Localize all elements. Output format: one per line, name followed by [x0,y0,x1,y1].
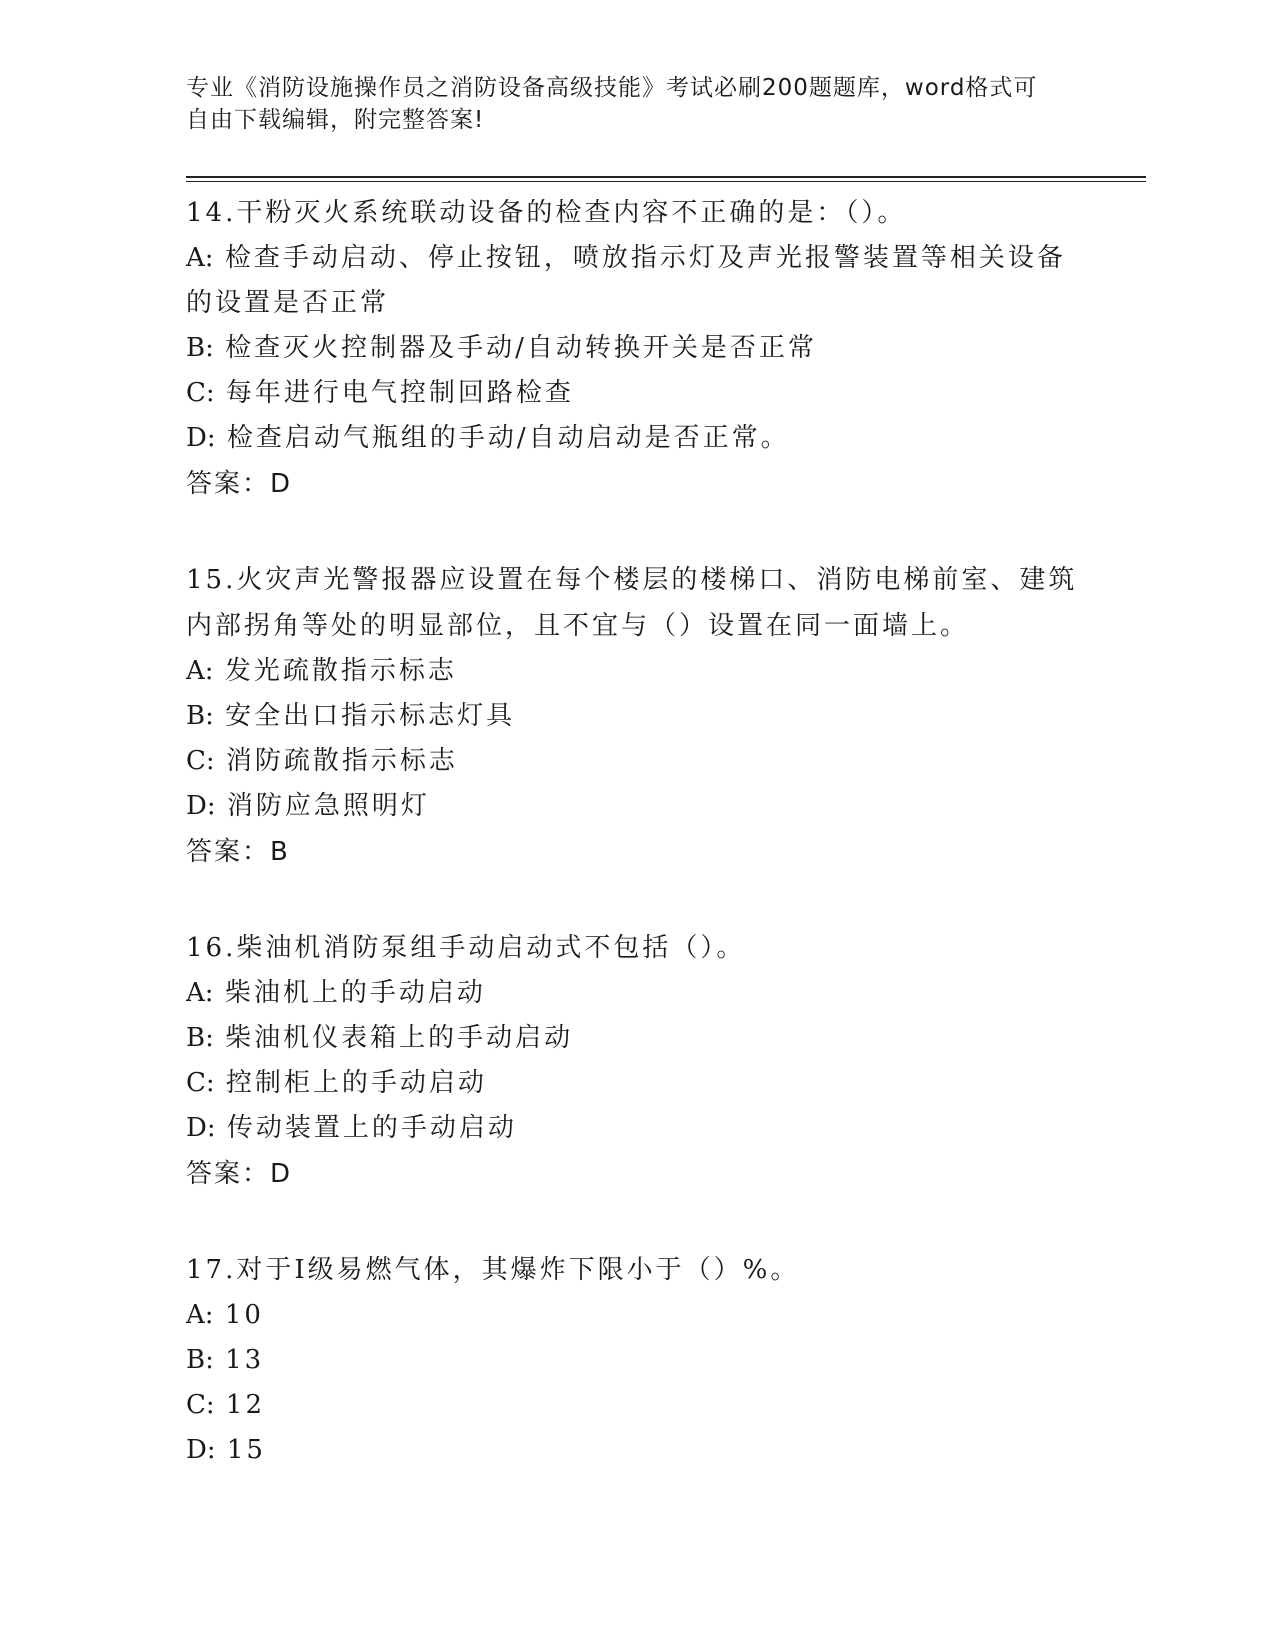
question-stem: 16.柴油机消防泵组手动启动式不包括（）。 [186,933,746,963]
answer: 答案：B [186,837,290,867]
option-d: D: 消防应急照明灯 [186,791,430,821]
question-17 [186,1247,1086,1473]
option-b: B: 安全出口指示标志灯具 [186,701,516,731]
question-stem: 15.火灾声光警报器应设置在每个楼层的楼梯口、消防电梯前室、建筑 [186,565,1078,595]
question-list [186,190,1086,1523]
option-a: A: 发光疏散指示标志 [186,656,457,686]
header-divider-thick [186,176,1146,178]
option-c: C: 每年进行电气控制回路检查 [186,378,574,408]
document-header [186,72,1086,136]
option-d: D: 检查启动气瓶组的手动/自动启动是否正常。 [186,423,790,453]
option-b: B: 检查灭火控制器及手动/自动转换开关是否正常 [186,333,817,363]
question-stem-continuation: 内部拐角等处的明显部位，且不宜与（）设置在同一面墙上。 [186,611,970,641]
question-14 [186,190,1086,507]
question-stem: 14.干粉灭火系统联动设备的检查内容不正确的是：（）。 [186,198,907,228]
option-a: A: 检查手动启动、停止按钮，喷放指示灯及声光报警装置等相关设备 [186,243,1066,273]
question-15 [186,557,1086,875]
option-d: D: 传动装置上的手动启动 [186,1113,517,1143]
answer: 答案：D [186,1159,293,1189]
option-a: A: 10 [186,1300,264,1330]
option-c: C: 12 [186,1390,266,1420]
header-line-2: 自由下载编辑，附完整答案! [186,107,485,133]
question-stem: 17.对于Ⅰ级易燃气体，其爆炸下限小于（）%。 [186,1255,800,1285]
question-16 [186,925,1086,1197]
option-c: C: 消防疏散指示标志 [186,746,458,776]
option-c: C: 控制柜上的手动启动 [186,1068,487,1098]
option-a: A: 柴油机上的手动启动 [186,978,486,1008]
header-divider-thin [186,181,1146,182]
answer: 答案：D [186,469,293,499]
option-b: B: 13 [186,1345,265,1375]
option-a-continuation: 的设置是否正常 [186,288,390,318]
header-line-1: 专业《消防设施操作员之消防设备高级技能》考试必刷200题题库，word格式可 [186,75,1038,101]
option-d: D: 15 [186,1435,266,1465]
option-b: B: 柴油机仪表箱上的手动启动 [186,1023,574,1053]
